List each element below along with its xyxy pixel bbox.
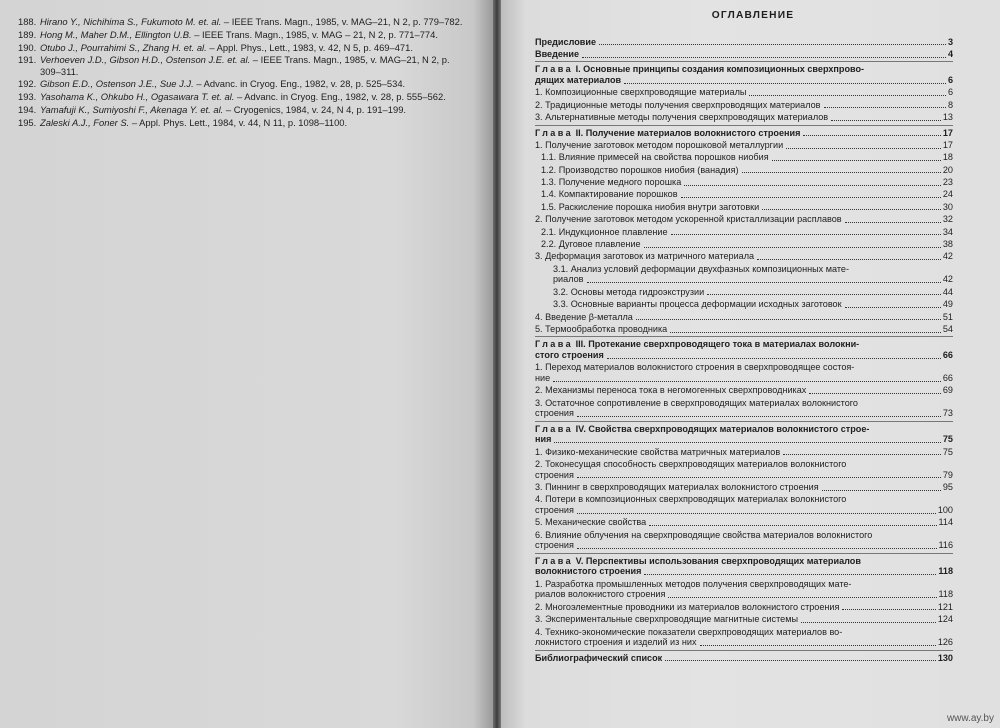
reference-item [18,16,473,27]
toc-entry: 2. Механизмы переноса тока в негомогенных сверхпроводниках 69 [535,385,953,396]
toc-subentry: 1.1. Влияние примесей на свойства порошков ниобия 18 [541,152,953,163]
toc-entry: 1. Физико-механические свойства матричных материалов 75 [535,446,953,457]
reference-number: 192. [18,78,37,90]
reference-authors: Zaleski A.J., Foner S. [40,116,130,128]
toc-entry: 5. Механические свойства 114 [535,517,953,528]
toc-subentry: 1.5. Раскисление порошка ниобия внутри заготовки 30 [541,201,953,212]
toc-entry: 1. Получение заготовок методом порошковой металлургии 17 [535,139,953,150]
toc-chapter-4: Глава IV. Свойства сверхпроводящих материалов волокнистого строе- ния 75 [535,421,953,445]
reference-number: 194. [18,103,37,115]
reference-number: 195. [18,116,37,128]
toc-entry-intro: Введение 4 [535,48,953,59]
toc-entry: 3. Альтернативные методы получения сверхпроводящих материалов 13 [535,112,953,123]
toc-chapter-5: Глава V. Перспективы использования сверхпроводящих материалов волокнистого строения 118 [535,553,953,577]
reference-list [18,16,473,130]
left-page [0,0,493,728]
toc-entry: 2. Традиционные методы получения сверхпроводящих материалов 8 [535,99,953,110]
reference-authors: Otubo J., Pourrahimi S., Zhang H. et. al. [40,41,207,53]
toc-entry: 3. Экспериментальные сверхпроводящие магнитные системы 124 [535,614,953,625]
toc-subentry: 2.1. Индукционное плавление 34 [541,226,953,237]
reference-authors: Verhoeven J.D., Gibson H.D., Ostenson J.E. et. al. [40,54,251,66]
reference-number: 193. [18,91,37,103]
book-gutter [493,0,501,728]
toc-entry: 2. Токонесущая способность сверхпроводящих материалов волокнистого строения 79 [535,459,953,480]
reference-item [18,42,473,53]
toc-chapter-1: Глава I. Основные принципы создания композиционных сверхпрово- дящих материалов 6 [535,61,953,85]
reference-source: – Advanc. in Cryog. Eng., 1982, v. 28, p. 555–562. [234,91,446,103]
reference-item [18,117,473,128]
toc-subentry: 2.2. Дуговое плавление 38 [541,239,953,250]
toc-subentry: 1.3. Получение медного порошка 23 [541,177,953,188]
toc-entry: 4. Введение β-металла 51 [535,311,953,322]
toc-subentry: 1.2. Производство порошков ниобия (ванадия) 20 [541,164,953,175]
toc-entry: 2. Получение заготовок методом ускоренной кристаллизации расплавов 32 [535,214,953,225]
toc-entry: 1. Переход материалов волокнистого строения в сверхпроводящее состоя- ние 66 [535,362,953,383]
toc-entry: 4. Потери в композиционных сверхпроводящих материалах волокнистого строения 100 [535,494,953,516]
toc-entry-preface: Предисловие 3 [535,36,953,47]
reference-item [18,78,473,89]
reference-number: 189. [18,28,37,40]
toc-subentry: 3.3. Основные варианты процесса деформации исходных заготовок 49 [553,299,953,310]
reference-source: – Advanc. in Cryog. Eng., 1982, v. 28, p. 525–534. [193,78,406,90]
table-of-contents [535,11,953,665]
toc-entry: 1. Композиционные сверхпроводящие материалы 6 [535,87,953,98]
reference-authors: Gibson E.D., Ostenson J.E., Sue J.J. [40,78,194,90]
toc-subentry: 3.1. Анализ условий деформации двухфазных композиционных мате- риалов 42 [553,263,953,285]
reference-authors: Hirano Y., Nichihima S., Fukumoto M. et. al. [40,16,222,27]
toc-subentry: 1.4. Компактирование порошков 24 [541,189,953,200]
reference-number: 188. [18,16,37,27]
reference-number: 190. [18,41,37,53]
toc-chapter-3: Глава III. Протекание сверхпроводящего тока в материалах волокни- стого строения 66 [535,336,953,360]
reference-authors: Yasohama K., Ohkubo H., Ogasawara T. et. al. [40,91,235,103]
toc-entry: 6. Влияние облучения на сверхпроводящие свойства материалов волокнистого строения 116 [535,529,953,551]
reference-source: – IEEE Trans. Magn., 1985, v. MAG – 21, N 2, p. 771–774. [191,28,438,40]
reference-item [18,54,473,76]
toc-entry: 4. Технико-экономические показатели сверхпроводящих материалов во- локнистого строения и изделий из них 126 [535,626,953,648]
reference-source: – Appl. Phys., Lett., 1983, v. 42, N 5, p. 469–471. [206,41,413,53]
toc-subentry: 3.2. Основы метода гидроэкструзии 44 [553,286,953,297]
reference-authors: Yamafuji K., Sumiyoshi F., Akenaga Y. et. al. [40,103,224,115]
toc-entry: 5. Термообработка проводника 54 [535,323,953,334]
reference-item [18,104,473,115]
toc-entry: 3. Остаточное сопротивление в сверхпроводящих материалах волокнистого строения 73 [535,397,953,419]
toc-entry: 3. Пиннинг в сверхпроводящих материалах волокнистого строения 95 [535,482,953,493]
toc-entry: 1. Разработка промышленных методов получения сверхпроводящих мате- риалов волокнистого строения 118 [535,578,953,600]
reference-source: – IEEE Trans. Magn., 1985, v. MAG–21, N 2, p. 309–311. [40,54,450,77]
reference-authors: Hong M., Maher D.M., Ellington U.B. [40,28,192,40]
toc-entry: 3. Деформация заготовок из матричного материала 42 [535,251,953,262]
reference-source: – Cryogenics, 1984, v. 24, N 4, p. 191–199. [223,103,407,115]
watermark: www.ay.by [946,713,994,724]
reference-source: – Appl. Phys. Lett., 1984, v. 44, N 11, p. 1098–1100. [129,116,348,128]
reference-item [18,29,473,40]
toc-entry: 2. Многоэлементные проводники из материалов волокнистого строения 121 [535,601,953,612]
toc-chapter-2: Глава II. Получение материалов волокнистого строения 17 [535,125,953,139]
toc-entry-bibliography: Библиографический список 130 [535,650,953,664]
reference-number: 191. [18,54,37,66]
reference-item [18,91,473,102]
toc-title: ОГЛАВЛЕНИЕ [711,10,795,21]
reference-source: – IEEE Trans. Magn., 1985, v. MAG–21, N 2, p. 779–782. [221,16,463,27]
